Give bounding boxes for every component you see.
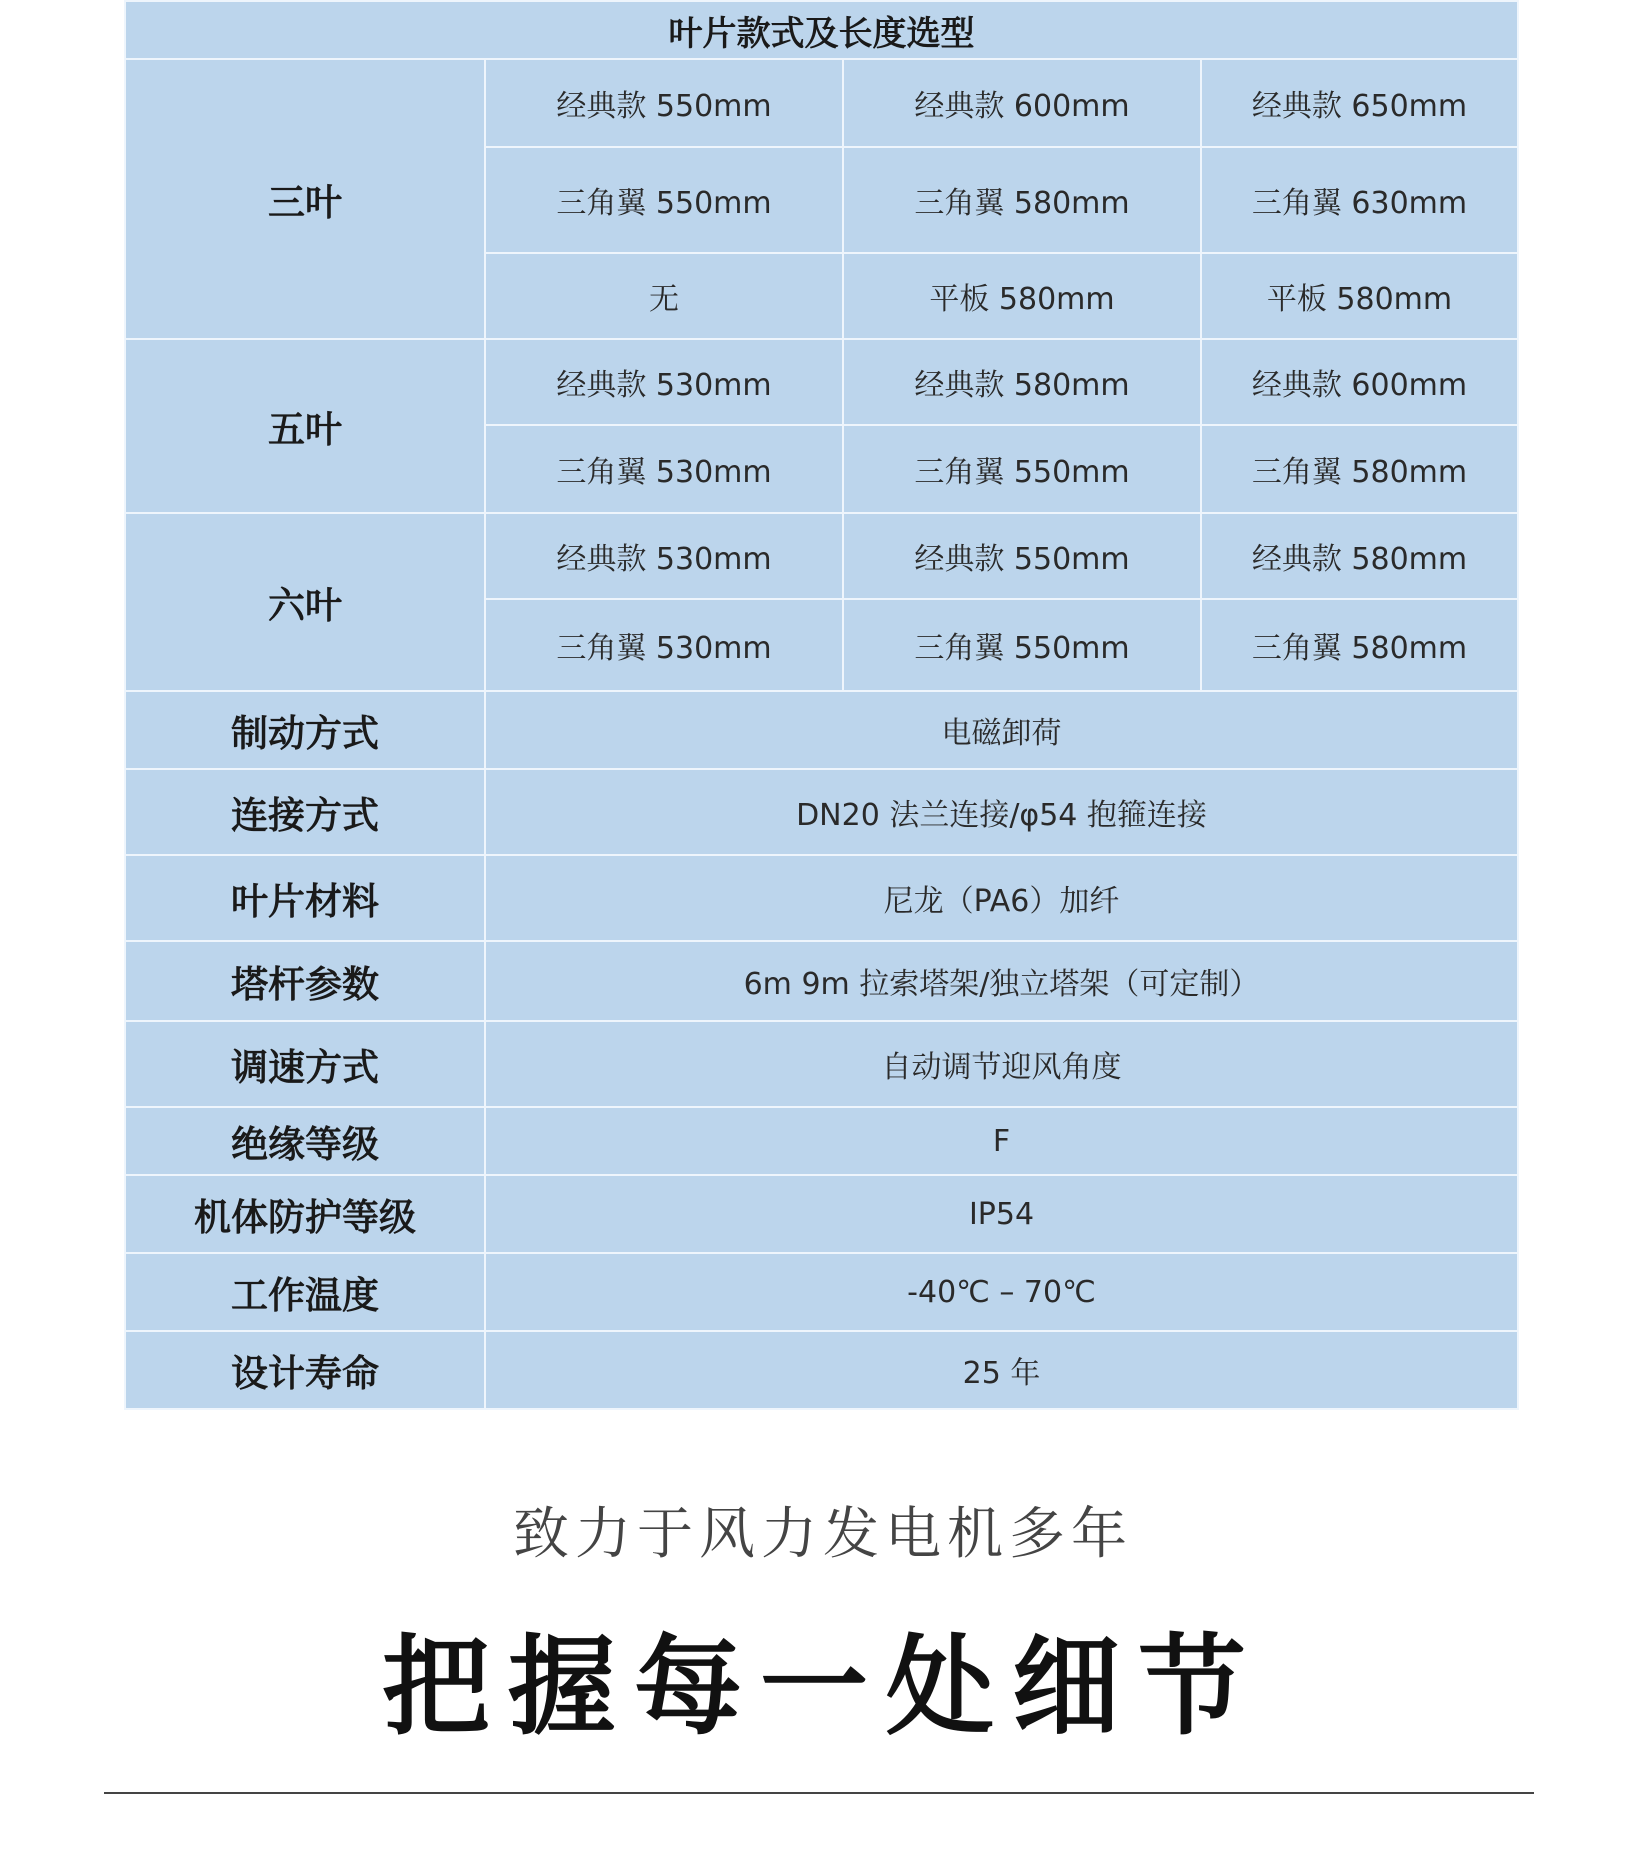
spec-label: 机体防护等级 [125,1175,485,1253]
table-cell: 经典款 550mm [485,59,843,147]
divider-line [104,1792,1534,1794]
table-cell: 三角翼 580mm [843,147,1201,253]
blade-group-name: 三叶 [125,59,485,339]
spec-value: F [485,1107,1518,1175]
spec-label: 设计寿命 [125,1331,485,1409]
table-cell: 三角翼 580mm [1201,425,1518,513]
spec-value: -40℃ – 70℃ [485,1253,1518,1331]
table-cell: 经典款 580mm [1201,513,1518,599]
spec-row [125,691,1518,769]
table-cell: 三角翼 530mm [485,425,843,513]
spec-label: 绝缘等级 [125,1107,485,1175]
table-cell: 经典款 530mm [485,513,843,599]
spec-value: 电磁卸荷 [485,691,1518,769]
table-cell: 平板 580mm [1201,253,1518,339]
spec-label: 制动方式 [125,691,485,769]
spec-value: 25 年 [485,1331,1518,1409]
blade-group-name: 五叶 [125,339,485,513]
table-cell: 经典款 550mm [843,513,1201,599]
table-cell: 三角翼 530mm [485,599,843,691]
table-cell: 三角翼 550mm [843,599,1201,691]
spec-table [124,0,1519,1410]
spec-label: 叶片材料 [125,855,485,941]
table-header-row [125,1,1518,59]
spec-value: 6m 9m 拉索塔架/独立塔架（可定制） [485,941,1518,1021]
table-cell: 三角翼 550mm [485,147,843,253]
table-cell: 经典款 530mm [485,339,843,425]
spec-row [125,941,1518,1021]
table-header: 叶片款式及长度选型 [125,1,1518,59]
spec-label: 塔杆参数 [125,941,485,1021]
spec-row [125,1331,1518,1409]
spec-row [125,1253,1518,1331]
table-row [125,339,1518,425]
spec-row [125,1021,1518,1107]
tagline-title: 把握每一处细节 [381,1625,1264,1750]
table-cell: 经典款 600mm [843,59,1201,147]
spec-label: 调速方式 [125,1021,485,1107]
table-cell: 平板 580mm [843,253,1201,339]
table-row [125,513,1518,599]
table-cell: 三角翼 580mm [1201,599,1518,691]
tagline-subtitle: 致力于风力发电机多年 [513,1502,1133,1567]
spec-label: 连接方式 [125,769,485,855]
blade-group-name: 六叶 [125,513,485,691]
spec-value: 尼龙（PA6）加纤 [485,855,1518,941]
spec-value: 自动调节迎风角度 [485,1021,1518,1107]
spec-row [125,855,1518,941]
table-cell: 无 [485,253,843,339]
table-cell: 经典款 650mm [1201,59,1518,147]
spec-row [125,1107,1518,1175]
spec-row [125,1175,1518,1253]
table-row [125,59,1518,147]
table-cell: 三角翼 550mm [843,425,1201,513]
spec-value: DN20 法兰连接/φ54 抱箍连接 [485,769,1518,855]
spec-label: 工作温度 [125,1253,485,1331]
table-cell: 三角翼 630mm [1201,147,1518,253]
table-cell: 经典款 600mm [1201,339,1518,425]
spec-value: IP54 [485,1175,1518,1253]
table-cell: 经典款 580mm [843,339,1201,425]
spec-row [125,769,1518,855]
